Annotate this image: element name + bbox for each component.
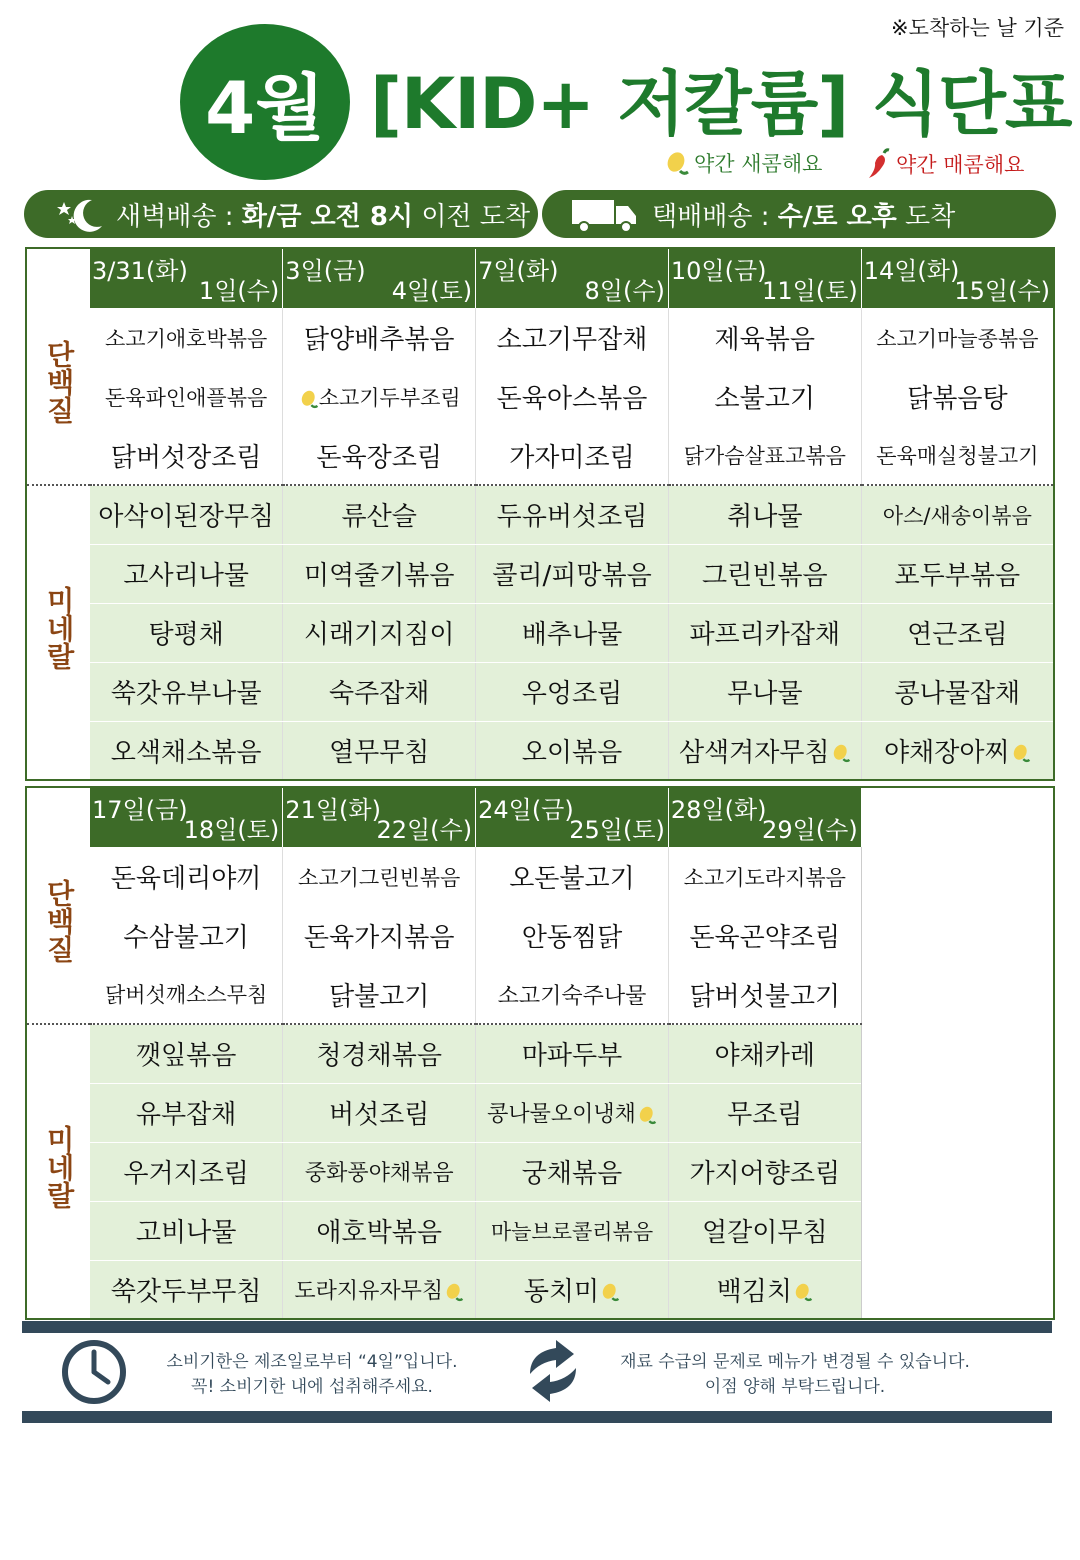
mineral-dish: 우엉조림: [476, 662, 669, 721]
mineral-dish: 야채카레: [668, 1024, 861, 1083]
category-mineral: 미네랄: [42, 585, 76, 670]
protein-dish: 닭양배추볶음: [283, 308, 476, 367]
mineral-dish: 깻잎볶음: [90, 1024, 283, 1083]
mineral-dish-sour: 백김치: [668, 1260, 861, 1319]
date-header: 7일(화) 8일(수): [476, 248, 669, 308]
mineral-dish: 아스/새송이볶음: [861, 485, 1054, 544]
change-line-1: 재료 수급의 문제로 메뉴가 변경될 수 있습니다.: [620, 1352, 970, 1372]
mineral-dish: 콩나물잡채: [861, 662, 1054, 721]
menu-table-week2: [25, 786, 1055, 1320]
dawn-delivery-bar: [24, 190, 538, 238]
dawn-label: 새벽배송 :: [116, 201, 234, 232]
mineral-dish: 류산슬: [283, 485, 476, 544]
mineral-dish: 고비나물: [90, 1201, 283, 1260]
protein-dish-sour: 소고기두부조림: [283, 367, 476, 426]
chili-pepper-icon: [866, 148, 892, 180]
mineral-dish: 배추나물: [476, 603, 669, 662]
protein-dish: 제육볶음: [668, 308, 861, 367]
footer-divider-bottom: [22, 1411, 1052, 1423]
parcel-delivery-bar: [542, 190, 1056, 238]
expiry-line-1: 소비기한은 제조일로부터 “4일”입니다.: [166, 1352, 458, 1372]
change-line-2: 이점 양해 부탁드립니다.: [704, 1376, 886, 1397]
category-protein: 단백질: [26, 248, 90, 485]
month-badge: [180, 24, 350, 180]
date-header: 24일(금) 25일(토): [476, 787, 669, 847]
protein-dish: 소불고기: [668, 367, 861, 426]
lemon-icon: [664, 149, 690, 177]
mineral-dish: 탕평채: [90, 603, 283, 662]
date-header: 3/31(화) 1일(수): [90, 248, 283, 308]
protein-dish: 닭버섯장조림: [90, 426, 283, 485]
clock-icon: [60, 1338, 128, 1410]
dawn-suffix: 이전 도착: [421, 201, 531, 232]
mineral-dish: 마파두부: [476, 1024, 669, 1083]
legend-sour-label: 약간 새콤해요: [694, 152, 823, 176]
category-protein: 단백질: [26, 787, 90, 1024]
protein-dish: 오돈불고기: [476, 847, 669, 906]
parcel-suffix: 도착: [905, 201, 956, 232]
mineral-dish: 마늘브로콜리볶음: [476, 1201, 669, 1260]
month-label: 4월: [205, 66, 325, 150]
date-header: 10일(금) 11일(토): [668, 248, 861, 308]
protein-dish: 닭불고기: [283, 965, 476, 1024]
mineral-dish-sour: 도라지유자무침: [283, 1260, 476, 1319]
protein-dish: 가자미조림: [476, 426, 669, 485]
mineral-dish: 콜리/피망볶음: [476, 544, 669, 603]
mineral-dish-sour: 야채장아찌: [861, 721, 1054, 780]
legend-sour: [664, 148, 822, 178]
mineral-dish: 열무무침: [283, 721, 476, 780]
mineral-dish: 그린빈볶음: [668, 544, 861, 603]
protein-dish: 돈육파인애플볶음: [90, 367, 283, 426]
protein-dish: 닭볶음탕: [861, 367, 1054, 426]
footer-divider-top: [22, 1321, 1052, 1333]
lemon-icon: [299, 387, 319, 411]
mineral-dish: 미역줄기볶음: [283, 544, 476, 603]
mineral-dish: 오색채소볶음: [90, 721, 283, 780]
refresh-arrows-icon: [520, 1336, 586, 1410]
mineral-dish: 애호박볶음: [283, 1201, 476, 1260]
lemon-icon: [1011, 741, 1031, 765]
protein-dish: 소고기숙주나물: [476, 965, 669, 1024]
mineral-dish: 두유버섯조림: [476, 485, 669, 544]
mineral-dish: 가지어향조림: [668, 1142, 861, 1201]
mineral-dish: 얼갈이무침: [668, 1201, 861, 1260]
menu-change-notice: [590, 1350, 1000, 1399]
mineral-dish: 오이볶음: [476, 721, 669, 780]
date-header: 28일(화) 29일(수): [668, 787, 861, 847]
protein-dish: 소고기마늘종볶음: [861, 308, 1054, 367]
legend-spicy-label: 약간 매콤해요: [896, 153, 1025, 177]
mineral-dish: 궁채볶음: [476, 1142, 669, 1201]
protein-dish: 소고기무잡채: [476, 308, 669, 367]
protein-dish: 닭버섯불고기: [668, 965, 861, 1024]
protein-dish: 돈육데리야끼: [90, 847, 283, 906]
date-header: 3일(금) 4일(토): [283, 248, 476, 308]
mineral-dish: 버섯조림: [283, 1083, 476, 1142]
protein-dish: 돈육가지볶음: [283, 906, 476, 965]
protein-dish: 소고기애호박볶음: [90, 308, 283, 367]
mineral-dish: 우거지조림: [90, 1142, 283, 1201]
mineral-dish: 고사리나물: [90, 544, 283, 603]
arrival-basis-note: ※도착하는 날 기준: [891, 16, 1064, 40]
mineral-dish: 아삭이된장무침: [90, 485, 283, 544]
lemon-icon: [444, 1280, 464, 1304]
date-header: 17일(금) 18일(토): [90, 787, 283, 847]
protein-dish: 돈육매실청불고기: [861, 426, 1054, 485]
truck-icon: [570, 194, 642, 234]
legend-spicy: [866, 148, 1024, 180]
mineral-dish: 포두부볶음: [861, 544, 1054, 603]
mineral-dish: 쑥갓유부나물: [90, 662, 283, 721]
lemon-icon: [831, 741, 851, 765]
protein-dish: 돈육곤약조림: [668, 906, 861, 965]
mineral-dish: 시래기지짐이: [283, 603, 476, 662]
parcel-label: 택배배송 :: [652, 201, 770, 232]
mineral-dish: 취나물: [668, 485, 861, 544]
mineral-dish: 중화풍야채볶음: [283, 1142, 476, 1201]
mineral-dish: 파프리카잡채: [668, 603, 861, 662]
moon-stars-icon: [54, 194, 106, 234]
protein-dish: 돈육아스볶음: [476, 367, 669, 426]
mineral-dish: 연근조림: [861, 603, 1054, 662]
dawn-days: 화/금 오전 8시: [241, 201, 414, 232]
empty-column: [861, 787, 1054, 1319]
mineral-dish-sour: 삼색겨자무침: [668, 721, 861, 780]
protein-dish: 소고기도라지볶음: [668, 847, 861, 906]
expiry-notice: [142, 1350, 482, 1399]
mineral-dish: 숙주잡채: [283, 662, 476, 721]
mineral-dish: 청경채볶음: [283, 1024, 476, 1083]
mineral-dish: 무나물: [668, 662, 861, 721]
category-mineral: 미네랄: [42, 1124, 76, 1209]
date-header: 14일(화) 15일(수): [861, 248, 1054, 308]
protein-dish: 돈육장조림: [283, 426, 476, 485]
mineral-dish: 무조림: [668, 1083, 861, 1142]
protein-dish: 소고기그린빈볶음: [283, 847, 476, 906]
protein-dish: 닭가슴살표고볶음: [668, 426, 861, 485]
mineral-dish: 유부잡채: [90, 1083, 283, 1142]
protein-dish: 안동찜닭: [476, 906, 669, 965]
expiry-line-2: 꼭! 소비기한 내에 섭취해주세요.: [191, 1376, 433, 1397]
mineral-dish-sour: 동치미: [476, 1260, 669, 1319]
lemon-icon: [793, 1280, 813, 1304]
parcel-days: 수/토 오후: [777, 201, 897, 232]
mineral-dish: 쑥갓두부무침: [90, 1260, 283, 1319]
protein-dish: 닭버섯깨소스무침: [90, 965, 283, 1024]
protein-dish: 수삼불고기: [90, 906, 283, 965]
lemon-icon: [600, 1280, 620, 1304]
page-title: [KID+ 저칼륨] 식단표: [370, 63, 1072, 145]
date-header: 21일(화) 22일(수): [283, 787, 476, 847]
menu-table-week1: [25, 247, 1055, 781]
mineral-dish-sour: 콩나물오이냉채: [476, 1083, 669, 1142]
lemon-icon: [637, 1103, 657, 1127]
